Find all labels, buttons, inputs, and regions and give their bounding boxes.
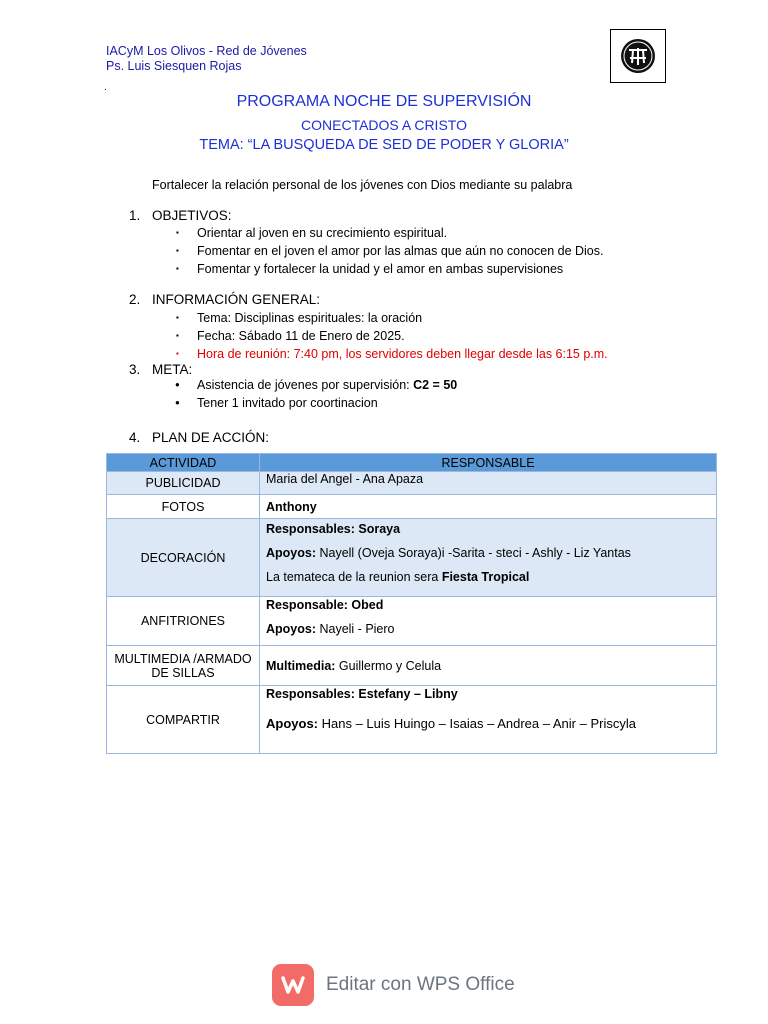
list-item: ▪ Fomentar en el joven el amor por las almas que aún no conocen de Dios. — [176, 243, 603, 261]
activity-cell: ANFITRIONES — [107, 597, 260, 646]
section-number: 2. — [129, 292, 141, 307]
responsible-cell: Responsables: Soraya Apoyos: Nayell (Oveja Soraya)i -Sarita - steci - Ashly - Liz Yantas La temateca de la reunion sera Fiesta Tropical — [260, 519, 717, 597]
activity-cell: PUBLICIDAD — [107, 472, 260, 495]
section-number: 3. — [129, 362, 141, 377]
column-header: ACTIVIDAD — [107, 454, 260, 472]
list-item: ▪ Fecha: Sábado 11 de Enero de 2025. — [176, 328, 608, 346]
objetivos-list — [176, 225, 603, 279]
meeting-time-item: ▪ Hora de reunión: 7:40 pm, los servidores deben llegar desde las 6:15 p.m. — [176, 346, 608, 364]
table-row — [107, 686, 717, 754]
section-title: META: — [152, 362, 193, 377]
column-header: RESPONSABLE — [260, 454, 717, 472]
table-header-row — [107, 454, 717, 472]
list-item: ▪ Orientar al joven en su crecimiento espiritual. — [176, 225, 603, 243]
document-header — [106, 44, 307, 74]
section-meta — [129, 362, 192, 377]
activity-cell: MULTIMEDIA /ARMADO DE SILLAS — [107, 646, 260, 686]
activity-cell: DECORACIÓN — [107, 519, 260, 597]
responsible-cell: Multimedia: Guillermo y Celula — [260, 646, 717, 686]
church-logo — [610, 29, 666, 83]
informacion-list — [176, 310, 608, 364]
church-name: IACyM Los Olivos - Red de Jóvenes — [106, 44, 307, 58]
table-row — [107, 519, 717, 597]
list-item: ● Asistencia de jóvenes por supervisión: C2 = 50 — [176, 377, 457, 395]
logo-emblem-icon — [620, 38, 656, 74]
wps-logo-icon — [272, 964, 314, 1006]
program-subtitle: CONECTADOS A CRISTO — [301, 117, 467, 133]
stray-dot: . — [104, 82, 107, 93]
activity-cell: COMPARTIR — [107, 686, 260, 754]
list-item: ▪ Fomentar y fortalecer la unidad y el amor en ambas supervisiones — [176, 261, 603, 279]
wps-edit-button[interactable] — [272, 964, 515, 1006]
responsible-cell: Responsables: Estefany – Libny Apoyos: Hans – Luis Huingo – Isaias – Andrea – Anir – Priscyla — [260, 686, 717, 754]
list-item: ● Tener 1 invitado por coortinacion — [176, 395, 457, 413]
attendance-goal: C2 = 50 — [413, 378, 458, 392]
table-row — [107, 495, 717, 519]
section-plan — [129, 430, 269, 445]
table-row — [107, 472, 717, 495]
meta-list — [176, 377, 457, 413]
section-informacion — [129, 292, 320, 307]
section-title: OBJETIVOS: — [152, 208, 232, 223]
list-item: ▪ Tema: Disciplinas espirituales: la oración — [176, 310, 608, 328]
section-number: 4. — [129, 430, 141, 445]
wps-edit-label: Editar con WPS Office — [326, 974, 515, 995]
action-plan-table — [106, 453, 717, 754]
section-title: INFORMACIÓN GENERAL: — [152, 292, 321, 307]
program-title: PROGRAMA NOCHE DE SUPERVISIÓN — [236, 93, 532, 110]
table-row — [107, 646, 717, 686]
section-objetivos — [129, 208, 232, 223]
responsible-cell: Maria del Angel - Ana Apaza — [260, 472, 717, 495]
intro-text: Fortalecer la relación personal de los jóvenes con Dios mediante su palabra — [152, 178, 573, 192]
responsible-cell: Responsable: Obed Apoyos: Nayeli - Piero — [260, 597, 717, 646]
program-theme: TEMA: “LA BUSQUEDA DE SED DE PODER Y GLORIA” — [199, 137, 569, 153]
activity-cell: FOTOS — [107, 495, 260, 519]
table-row — [107, 597, 717, 646]
pastor-name: Ps. Luis Siesquen Rojas — [106, 59, 242, 73]
section-number: 1. — [129, 208, 141, 223]
section-title: PLAN DE ACCIÓN: — [152, 430, 270, 445]
responsible-cell: Anthony — [260, 495, 717, 519]
